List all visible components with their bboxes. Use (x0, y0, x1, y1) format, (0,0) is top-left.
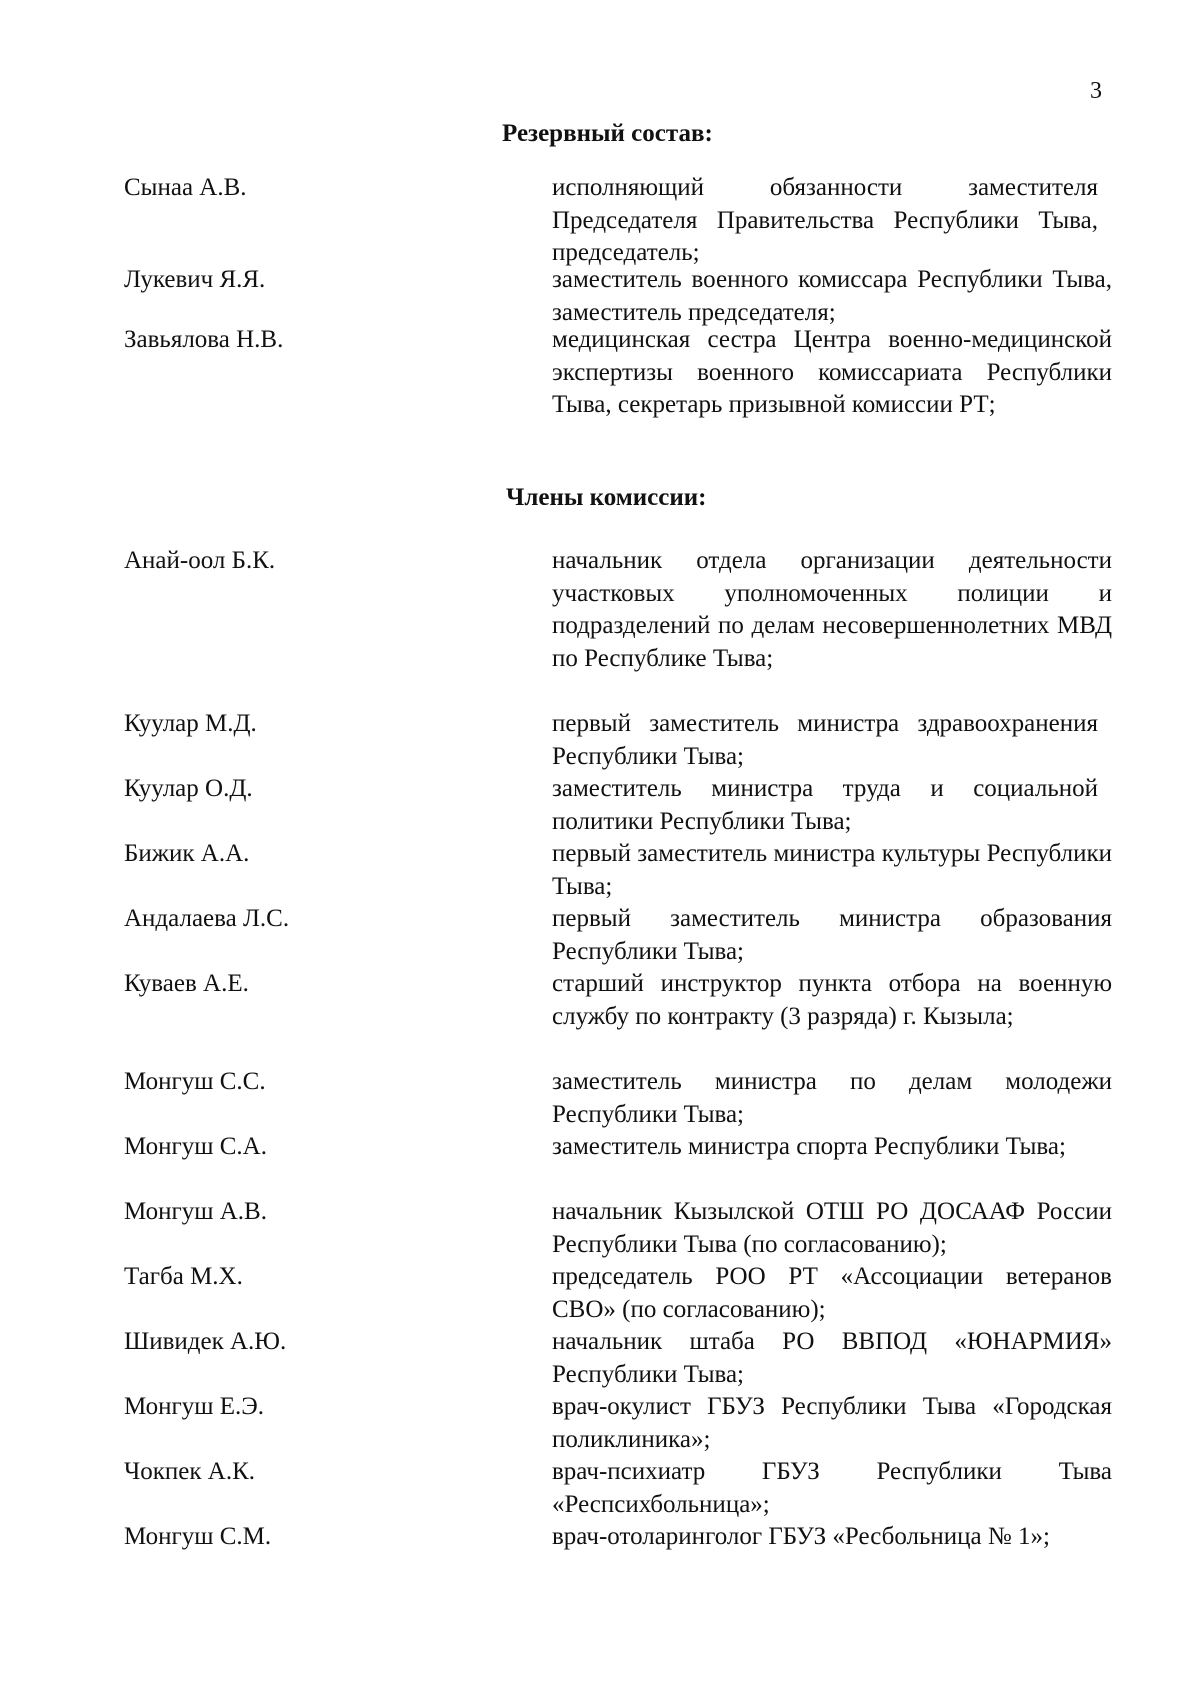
member-role: заместитель министра спорта Республики Тыва; (552, 1133, 1066, 1160)
member-name: Тагба М.Х. (124, 1263, 243, 1290)
member-name: Монгуш С.М. (124, 1523, 272, 1550)
member-name: Шивидек А.Ю. (124, 1328, 287, 1355)
member-name: Монгуш А.В. (124, 1198, 267, 1225)
member-role: врач-окулист ГБУЗ Республики Тыва «Городская поликлиника»; (552, 1393, 1112, 1453)
member-name: Монгуш Е.Э. (124, 1393, 265, 1420)
member-name: Чокпек А.К. (124, 1458, 255, 1485)
member-name: Анай-оол Б.К. (124, 547, 276, 574)
member-role: заместитель министра по делам молодежи Республики Тыва; (552, 1068, 1112, 1128)
member-role: начальник отдела организации деятельности участковых уполномоченных полиции и подразделений по делам несовершеннолетних МВД по Республике Тыва; (552, 547, 1112, 672)
member-role: исполняющий обязанности заместителя Председателя Правительства Республики Тыва, председатель; (552, 174, 1098, 266)
member-role: старший инструктор пункта отбора на военную службу по контракту (3 разряда) г. Кызыла; (552, 970, 1112, 1030)
member-role: врач-психиатр ГБУЗ Республики Тыва «Респсихбольница»; (552, 1458, 1112, 1518)
member-name: Андалаева Л.С. (124, 905, 290, 932)
member-name: Куулар М.Д. (124, 710, 257, 737)
member-role: заместитель военного комиссара Республики Тыва, заместитель председателя; (552, 266, 1112, 326)
member-role: медицинская сестра Центра военно-медицинской экспертизы военного комиссариата Республики Тыва, секретарь призывной комиссии РТ; (552, 326, 1112, 418)
member-name: Сынаа А.В. (124, 174, 247, 201)
page-number: 3 (1090, 78, 1102, 104)
member-name: Куулар О.Д. (124, 775, 253, 802)
member-name: Бижик А.А. (124, 840, 250, 867)
member-name: Завьялова Н.В. (124, 326, 284, 353)
member-role: начальник штаба РО ВВПОД «ЮНАРМИЯ» Республики Тыва; (552, 1328, 1112, 1388)
member-name: Монгуш С.С. (124, 1068, 266, 1095)
member-role: первый заместитель министра культуры Республики Тыва; (552, 840, 1112, 900)
member-role: первый заместитель министра образования Республики Тыва; (552, 905, 1112, 965)
member-name: Монгуш С.А. (124, 1133, 267, 1160)
members-heading: Члены комиссии: (506, 484, 707, 511)
member-name: Куваев А.Е. (124, 970, 249, 997)
member-role: заместитель министра труда и социальной политики Республики Тыва; (552, 775, 1098, 835)
member-role: первый заместитель министра здравоохранения Республики Тыва; (552, 710, 1098, 770)
member-role: врач-отоларинголог ГБУЗ «Ресбольница № 1»; (552, 1523, 1050, 1550)
reserve-heading: Резервный состав: (502, 120, 713, 147)
member-role: председатель РОО РТ «Ассоциации ветеранов СВО» (по согласованию); (552, 1263, 1112, 1323)
member-role: начальник Кызылской ОТШ РО ДОСААФ России Республики Тыва (по согласованию); (552, 1198, 1112, 1258)
member-name: Лукевич Я.Я. (124, 266, 266, 293)
